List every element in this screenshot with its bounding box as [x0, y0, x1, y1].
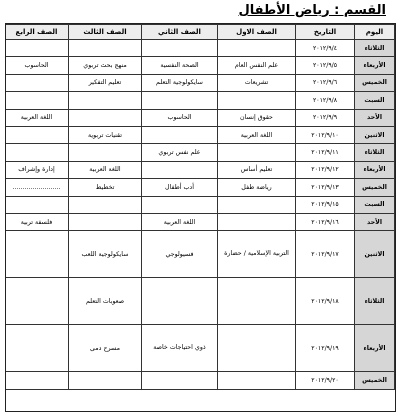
grade-3-cell [69, 40, 142, 57]
grade-2-cell [142, 40, 218, 57]
header-grade-2: الصف الثاني [142, 25, 218, 40]
grade-1-cell: رياضة طفل [218, 179, 296, 196]
date-cell: ٢٠١٢/٩/٤ [296, 40, 355, 57]
grade-3-cell: تخطيط [69, 179, 142, 196]
grade-1-cell: علم النفس العام [218, 57, 296, 74]
grade-3-cell [69, 372, 142, 389]
table-row [5, 74, 395, 91]
page-title: القسم : رياض الأطفال [238, 3, 386, 18]
table-row [5, 325, 395, 372]
grade-1-cell: اللغة العربية [218, 126, 296, 143]
grade-1-cell [218, 278, 296, 325]
day-cell: الخميس [355, 372, 395, 389]
grade-4-cell [5, 325, 69, 372]
table-row [5, 213, 395, 230]
grade-4-cell [5, 92, 69, 109]
date-cell: ٢٠١٢/٩/١٢ [296, 161, 355, 178]
table-row [5, 57, 395, 74]
day-cell: الاثنين [355, 126, 395, 143]
day-cell: الخميس [355, 74, 395, 91]
grade-1-cell: التربية الإسلامية / حضارة [218, 231, 296, 278]
grade-2-cell: ذوي احتياجات خاصة [142, 325, 218, 372]
table-row [5, 179, 395, 196]
table-row [5, 161, 395, 178]
day-cell: الخميس [355, 179, 395, 196]
date-cell: ٢٠١٢/٩/١٥ [296, 196, 355, 213]
date-cell: ٢٠١٢/٩/٨ [296, 92, 355, 109]
grade-3-cell [69, 109, 142, 126]
date-cell: ٢٠١٢/٩/٦ [296, 74, 355, 91]
grade-2-cell: فسيولوجي [142, 231, 218, 278]
grade-4-cell [5, 40, 69, 57]
grade-3-cell: مسرح دمى [69, 325, 142, 372]
header-day: اليوم [355, 25, 395, 40]
grade-3-cell [69, 213, 142, 230]
grade-3-cell [69, 196, 142, 213]
grade-2-cell [142, 126, 218, 143]
day-cell: الأحد [355, 109, 395, 126]
grade-3-cell: اللغة العربية [69, 161, 142, 178]
grade-2-cell: الصحة النفسية [142, 57, 218, 74]
day-cell: الأحد [355, 213, 395, 230]
date-cell: ٢٠١٢/٩/٢٠ [296, 372, 355, 389]
table-body [5, 40, 395, 390]
header-grade-1: الصف الاول [218, 25, 296, 40]
grade-3-cell: تقنيات تربوية [69, 126, 142, 143]
grade-3-cell: سايكولوجية اللعب [69, 231, 142, 278]
grade-1-cell [218, 213, 296, 230]
table-row [5, 40, 395, 57]
date-cell: ٢٠١٢/٩/١٣ [296, 179, 355, 196]
grade-1-cell [218, 92, 296, 109]
table-row [5, 126, 395, 143]
day-cell: الأربعاء [355, 161, 395, 178]
grade-4-cell [5, 196, 69, 213]
table-row [5, 196, 395, 213]
date-cell: ٢٠١٢/٩/١٧ [296, 231, 355, 278]
grade-4-cell [5, 126, 69, 143]
day-cell: الاثنين [355, 231, 395, 278]
grade-2-cell [142, 196, 218, 213]
grade-3-cell: صعوبات التعلم [69, 278, 142, 325]
day-cell: الأربعاء [355, 325, 395, 372]
grade-2-cell: أدب أطفال [142, 179, 218, 196]
schedule-table-frame [5, 23, 396, 412]
day-cell: السبت [355, 196, 395, 213]
grade-4-cell: ........................ [5, 179, 69, 196]
grade-4-cell [5, 74, 69, 91]
grade-4-cell [5, 144, 69, 161]
grade-2-cell: الحاسوب [142, 109, 218, 126]
grade-1-cell: تشريعات [218, 74, 296, 91]
date-cell: ٢٠١٢/٩/٥ [296, 57, 355, 74]
grade-2-cell: علم نفس تربوي [142, 144, 218, 161]
table-row [5, 231, 395, 278]
grade-4-cell: فلسفة تربية [5, 213, 69, 230]
header-grade-3: الصف الثالث [69, 25, 142, 40]
schedule-table [5, 24, 395, 390]
grade-2-cell [142, 372, 218, 389]
table-row [5, 109, 395, 126]
grade-4-cell [5, 231, 69, 278]
grade-4-cell: إدارة وإشراف [5, 161, 69, 178]
table-header [5, 25, 395, 40]
table-row [5, 92, 395, 109]
table-row [5, 144, 395, 161]
grade-2-cell: سايكولوجية التعلم [142, 74, 218, 91]
header-grade-4: الصف الرابع [5, 25, 69, 40]
date-cell: ٢٠١٢/٩/١١ [296, 144, 355, 161]
day-cell: الثلاثاء [355, 278, 395, 325]
grade-4-cell [5, 278, 69, 325]
date-cell: ٢٠١٢/٩/٩ [296, 109, 355, 126]
grade-1-cell [218, 144, 296, 161]
grade-3-cell: منهج بحث تربوي [69, 57, 142, 74]
date-cell: ٢٠١٢/٩/١٦ [296, 213, 355, 230]
grade-2-cell [142, 278, 218, 325]
date-cell: ٢٠١٢/٩/١٠ [296, 126, 355, 143]
grade-4-cell: اللغة العربية [5, 109, 69, 126]
day-cell: الأربعاء [355, 57, 395, 74]
date-cell: ٢٠١٢/٩/١٩ [296, 325, 355, 372]
grade-1-cell: تعليم أساس [218, 161, 296, 178]
date-cell: ٢٠١٢/٩/١٨ [296, 278, 355, 325]
grade-2-cell [142, 161, 218, 178]
grade-2-cell: اللغة العربية [142, 213, 218, 230]
table-row [5, 278, 395, 325]
header-date: التاريخ [296, 25, 355, 40]
grade-1-cell [218, 372, 296, 389]
table-row [5, 372, 395, 389]
grade-4-cell [5, 372, 69, 389]
grade-1-cell: حقوق إنسان [218, 109, 296, 126]
grade-3-cell: تعليم التفكير [69, 74, 142, 91]
grade-3-cell [69, 92, 142, 109]
grade-1-cell [218, 40, 296, 57]
grade-2-cell [142, 92, 218, 109]
day-cell: الثلاثاء [355, 144, 395, 161]
grade-3-cell [69, 144, 142, 161]
day-cell: الثلاثاء [355, 40, 395, 57]
grade-1-cell [218, 325, 296, 372]
day-cell: السبت [355, 92, 395, 109]
grade-1-cell [218, 196, 296, 213]
grade-4-cell: الحاسوب [5, 57, 69, 74]
